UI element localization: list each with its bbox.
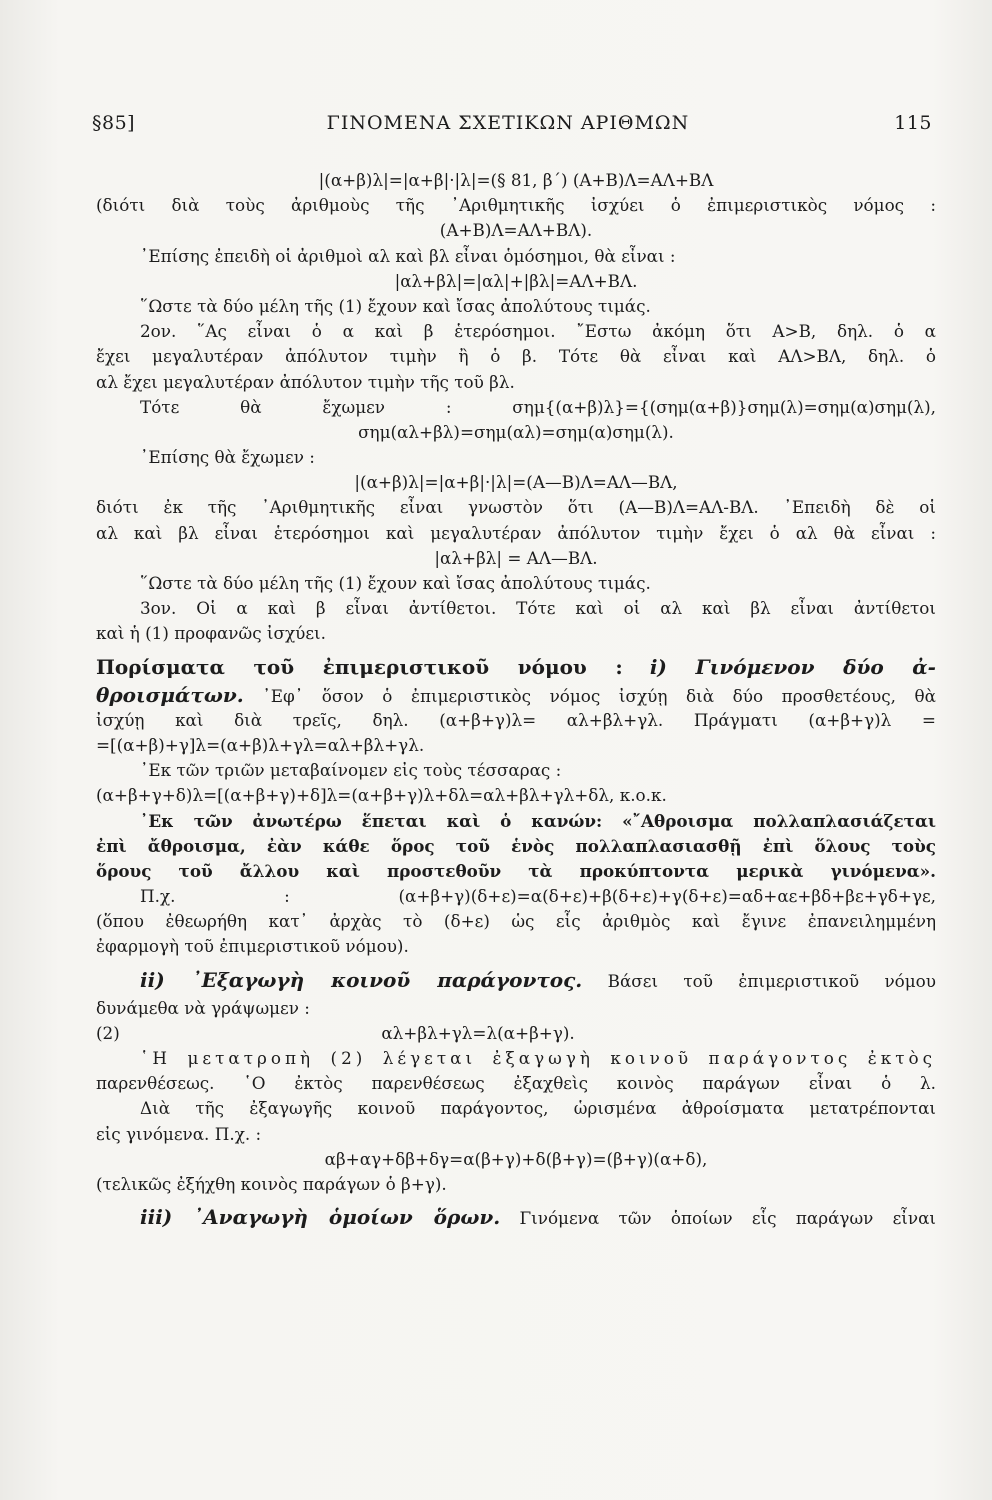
page-number: 115 xyxy=(894,112,932,134)
equation-line: |(α+β)λ|=|α+β|·|λ|=(Α—Β)Λ=ΑΛ—ΒΛ, xyxy=(354,472,678,493)
text-line: (ὅπου ἐθεωρήθη κατ᾿ ἀρχὰς τὸ (δ+ε) ὡς εἷς ἀριθμὸς καὶ ἔγινε ἐπανειλημμένη xyxy=(96,911,936,932)
page-body xyxy=(96,168,936,1233)
text-line: =[(α+β)+γ]λ=(α+β)λ+γλ=αλ+βλ+γλ. xyxy=(96,734,425,755)
text-line: ᾿Εκ τῶν τριῶν μεταβαίνομεν εἰς τοὺς τέσσαρας : xyxy=(140,760,562,781)
equation-line: αβ+αγ+δβ+δγ=α(β+γ)+δ(β+γ)=(β+γ)(α+δ), xyxy=(324,1148,708,1169)
equation-line: σημ(αλ+βλ)=σημ(αλ)=σημ(α)σημ(λ). xyxy=(358,421,674,442)
item-ii-heading-line xyxy=(96,968,936,996)
equation-line: |αλ+βλ|=|αλ|+|βλ|=ΑΛ+ΒΛ. xyxy=(394,270,638,291)
text-line: 2ον. ῞Ας εἶναι ὁ α καὶ β ἑτερόσημοι. ῎Εστω ἀκόμη ὅτι Α>Β, δηλ. ὁ α xyxy=(140,321,936,342)
text-line: αλ καὶ βλ εἶναι ἑτερόσημοι καὶ μεγαλυτέραν ἀπόλυτον τιμὴν ἔχει ὁ αλ θὰ εἶναι : xyxy=(96,522,936,543)
equation-line: |αλ+βλ| = ΑΛ—ΒΛ. xyxy=(434,547,598,568)
text-span: Γινόμενα τῶν ὁποίων εἷς παράγων εἶναι xyxy=(519,1208,936,1229)
section-marker: §85] xyxy=(92,112,136,134)
text-line: 3ον. Οἱ α καὶ β εἶναι ἀντίθετοι. Τότε καὶ οἱ αλ καὶ βλ εἶναι ἀντίθετοι xyxy=(140,598,936,619)
item-i-label-cont: θροισμάτων. xyxy=(96,682,244,707)
spacer xyxy=(96,960,936,968)
rule-line: ἐπὶ ἄθροισμα, ἐὰν κάθε ὅρος τοῦ ἑνὸς πολλαπλασιασθῇ ἐπὶ ὅλους τοὺς xyxy=(96,835,936,856)
text-line: ᾿Επίσης θὰ ἔχωμεν : xyxy=(140,447,315,468)
text-line xyxy=(96,683,936,708)
text-line: ἔχει μεγαλυτέραν ἀπόλυτον τιμὴν ἢ ὁ β. Τότε θὰ εἶναι καὶ ΑΛ>ΒΛ, δηλ. ὁ xyxy=(96,346,936,367)
text-line: ἐφαρμογὴ τοῦ ἐπιμεριστικοῦ νόμου). xyxy=(96,936,409,957)
text-line: ῾Η μετατροπὴ (2) λέγεται ἐξαγωγὴ κοινοῦ παράγοντος ἐκτὸς xyxy=(140,1048,936,1068)
rule-line: ᾿Εκ τῶν ἀνωτέρω ἕπεται καὶ ὁ κανών: «῎Αθροισμα πολλαπλασιάζεται xyxy=(140,810,936,831)
item-iii-heading-line xyxy=(96,1205,936,1233)
text-line: εἰς γινόμενα. Π.χ. : xyxy=(96,1123,262,1144)
text-line: ῞Ωστε τὰ δύο μέλη τῆς (1) ἔχουν καὶ ἴσας ἀπολύτους τιμάς. xyxy=(140,573,651,593)
spacer xyxy=(96,647,936,655)
text-line: Τότε θὰ ἔχωμεν : σημ{(α+β)λ}={(σημ(α+β)}σημ(λ)=σημ(α)σημ(λ), xyxy=(140,396,936,417)
equation-line: (α+β+γ+δ)λ=[(α+β+γ)+δ]λ=(α+β+γ)λ+δλ=αλ+βλ+γλ+δλ, κ.ο.κ. xyxy=(96,785,667,806)
text-line: παρενθέσεως. ῾Ο ἐκτὸς παρενθέσεως ἐξαχθεὶς κοινὸς παράγων εἶναι ὁ λ. xyxy=(96,1073,936,1094)
text-line: ᾿Επίσης ἐπειδὴ οἱ ἀριθμοὶ αλ καὶ βλ εἶναι ὁμόσημοι, θὰ εἶναι : xyxy=(140,245,676,266)
equation-line xyxy=(96,1021,936,1046)
text-span: Βάσει τοῦ ἐπιμεριστικοῦ νόμου xyxy=(607,970,936,991)
text-line: ἰσχύῃ καὶ διὰ τρεῖς, δηλ. (α+β+γ)λ= αλ+βλ+γλ. Πράγματι (α+β+γ)λ = xyxy=(96,709,936,730)
text-line: (τελικῶς ἐξήχθη κοινὸς παράγων ὁ β+γ). xyxy=(96,1173,447,1194)
text-line: διότι ἐκ τῆς ᾿Αριθμητικῆς εἶναι γνωστὸν ὅτι (Α—Β)Λ=ΑΛ-ΒΛ. ᾿Επειδὴ δὲ οἱ xyxy=(96,497,936,518)
text-line: ῞Ωστε τὰ δύο μέλη τῆς (1) ἔχουν καὶ ἴσας ἀπολύτους τιμάς. xyxy=(140,295,651,316)
spacer xyxy=(96,1197,936,1205)
equation-line: (Α+Β)Λ=ΑΛ+ΒΛ). xyxy=(439,220,593,241)
text-line: δυνάμεθα νὰ γράψωμεν : xyxy=(96,997,310,1018)
item-iii-label: iii) ᾿Αναγωγὴ ὁμοίων ὅρων. xyxy=(140,1205,501,1230)
text-line: (διότι διὰ τοὺς ἀριθμοὺς τῆς ᾿Αριθμητικῆς ἰσχύει ὁ ἐπιμεριστικὸς νόμος : xyxy=(96,195,936,216)
example-line: Π.χ. : (α+β+γ)(δ+ε)=α(δ+ε)+β(δ+ε)+γ(δ+ε)=αδ+αε+βδ+βε+γδ+γε, xyxy=(140,886,936,907)
text-line: καὶ ἡ (1) προφανῶς ἰσχύει. xyxy=(96,623,326,644)
equation-number: (2) xyxy=(96,1022,120,1043)
item-ii-label: ii) ᾿Εξαγωγὴ κοινοῦ παράγοντος. xyxy=(140,967,583,992)
equation-line: |(α+β)λ|=|α+β|·|λ|=(§ 81, β΄) (Α+Β)Λ=ΑΛ+ΒΛ xyxy=(318,170,714,190)
page-header xyxy=(84,112,932,142)
text-line: Διὰ τῆς ἐξαγωγῆς κοινοῦ παράγοντος, ὡρισμένα ἀθροίσματα μετατρέπονται xyxy=(140,1098,936,1119)
text-line: αλ ἔχει μεγαλυτέραν ἀπόλυτον τιμὴν τῆς τοῦ βλ. xyxy=(96,371,515,392)
item-i-label: i) Γινόμενον δύο ἀ- xyxy=(649,654,936,679)
equation-text: αλ+βλ+γλ=λ(α+β+γ). xyxy=(381,1022,575,1043)
text-span: ᾿Εφ᾿ ὅσον ὁ ἐπιμεριστικὸς νόμος ἰσχύῃ διὰ δύο προσθετέους, θὰ xyxy=(262,685,936,706)
rule-line: ὅρους τοῦ ἄλλου καὶ προστεθοῦν τὰ προκύπτοντα μερικὰ γινόμενα». xyxy=(96,860,936,881)
running-title: ΓΙΝΟΜΕΝΑ ΣΧΕΤΙΚΩΝ ΑΡΙΘΜΩΝ xyxy=(326,112,690,134)
porismata-heading-line xyxy=(96,655,936,683)
porismata-heading: Πορίσματα τοῦ ἐπιμεριστικοῦ νόμου : xyxy=(96,654,623,679)
